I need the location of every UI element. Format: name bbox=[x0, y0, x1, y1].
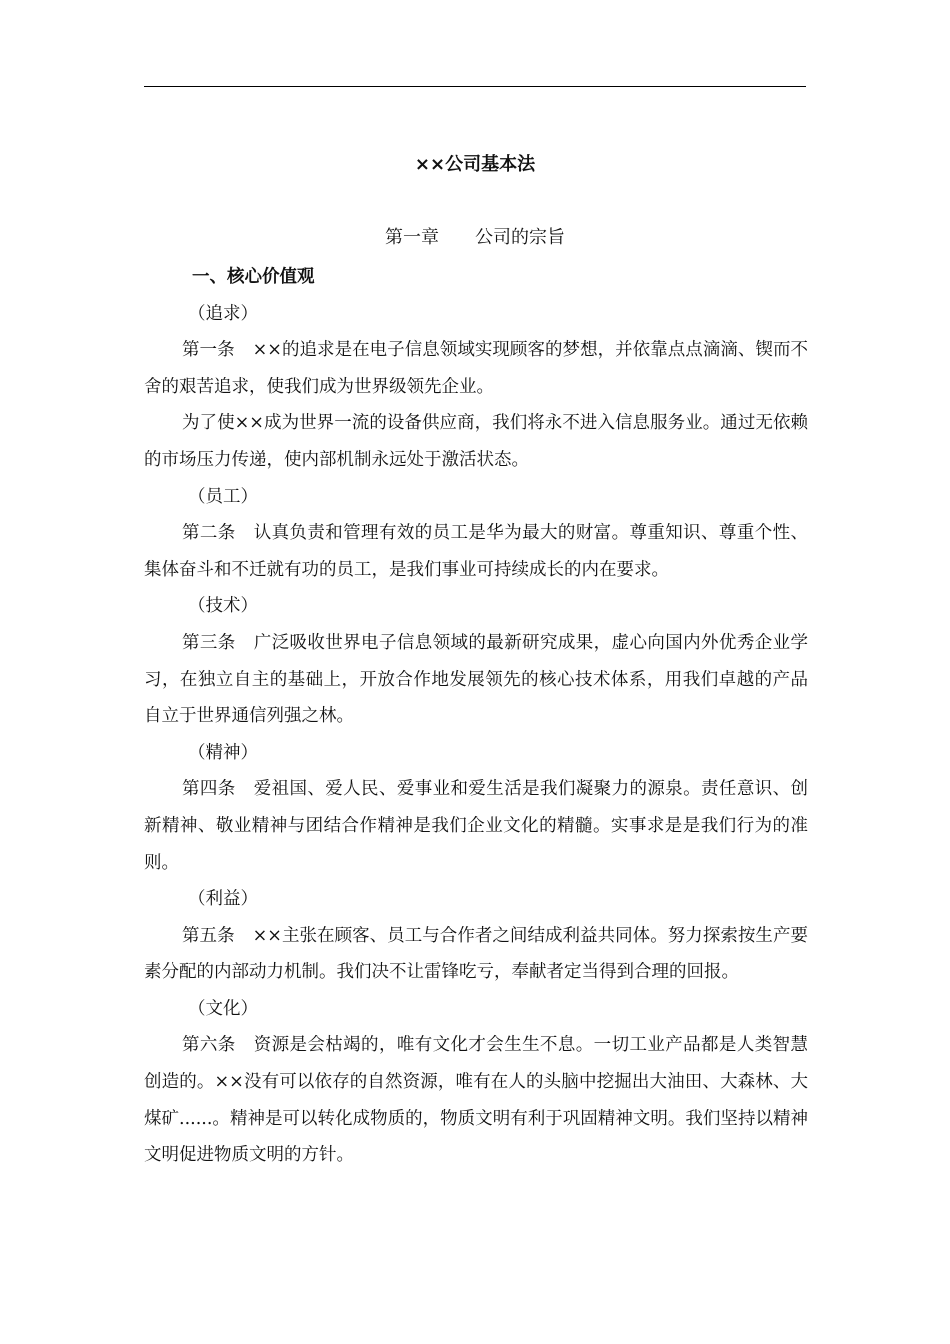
article-4-label: 第四条 bbox=[182, 779, 236, 800]
article-6 bbox=[144, 1027, 808, 1173]
subheading-pursuit: （追求） bbox=[188, 303, 258, 324]
article-5-label: 第五条 bbox=[182, 925, 235, 946]
article-6-label: 第六条 bbox=[182, 1035, 236, 1056]
article-6-text: 资源是会枯竭的，唯有文化才会生生不息。一切工业产品都是人类智慧创造的。××没有可以依存的自然资源，唯有在人的头脑中挖掘出大油田、大森林、大煤矿......。精神是可以转化成物质的，物质文明有利于巩固精神文明。我们坚持以精神文明促进物质文明的方针。 bbox=[144, 1035, 809, 1166]
subheading-employees: （员工） bbox=[188, 486, 258, 507]
article-1-text: ××的追求是在电子信息领域实现顾客的梦想，并依靠点点滴滴、锲而不舍的艰苦追求，使我们成为世界级领先企业。 bbox=[144, 340, 808, 397]
chapter-heading bbox=[0, 226, 950, 250]
article-5-text: ××主张在顾客、员工与合作者之间结成利益共同体。努力探索按生产要素分配的内部动力机制。我们决不让雷锋吃亏，奉献者定当得到合理的回报。 bbox=[144, 925, 808, 983]
article-2-text: 认真负责和管理有效的员工是华为最大的财富。尊重知识、尊重个性、集体奋斗和不迁就有功的员工，是我们事业可持续成长的内在要求。 bbox=[144, 523, 809, 580]
article-3-label: 第三条 bbox=[182, 632, 236, 653]
subheading-technology: （技术） bbox=[188, 596, 258, 617]
article-4-text: 爱祖国、爱人民、爱事业和爱生活是我们凝聚力的源泉。责任意识、创新精神、敬业精神与团结合作精神是我们企业文化的精髓。实事求是是我们行为的准则。 bbox=[144, 779, 809, 873]
header-rule bbox=[144, 86, 806, 87]
subheading-culture: （文化） bbox=[188, 998, 258, 1019]
article-2-label: 第二条 bbox=[182, 523, 236, 544]
chapter-number: 第一章 bbox=[385, 227, 439, 248]
section-heading: 一、核心价值观 bbox=[192, 267, 315, 287]
article-4 bbox=[144, 771, 808, 881]
article-1 bbox=[144, 332, 808, 405]
subheading-spirit: （精神） bbox=[188, 742, 258, 763]
article-1-label: 第一条 bbox=[182, 340, 235, 361]
article-5 bbox=[144, 918, 808, 991]
subheading-interests: （利益） bbox=[188, 889, 258, 910]
document-body bbox=[144, 259, 808, 1174]
chapter-name: 公司的宗旨 bbox=[475, 227, 565, 248]
document-title: ××公司基本法 bbox=[414, 154, 536, 175]
article-3-text: 广泛吸收世界电子信息领域的最新研究成果，虚心向国内外优秀企业学习，在独立自主的基础上，开放合作地发展领先的核心技术体系，用我们卓越的产品自立于世界通信列强之林。 bbox=[144, 632, 809, 727]
article-2 bbox=[144, 515, 808, 588]
article-1-extra-paragraph: 为了使××成为世界一流的设备供应商，我们将永不进入信息服务业。通过无依赖的市场压力传递，使内部机制永远处于激活状态。 bbox=[144, 413, 808, 470]
article-3 bbox=[144, 625, 808, 735]
